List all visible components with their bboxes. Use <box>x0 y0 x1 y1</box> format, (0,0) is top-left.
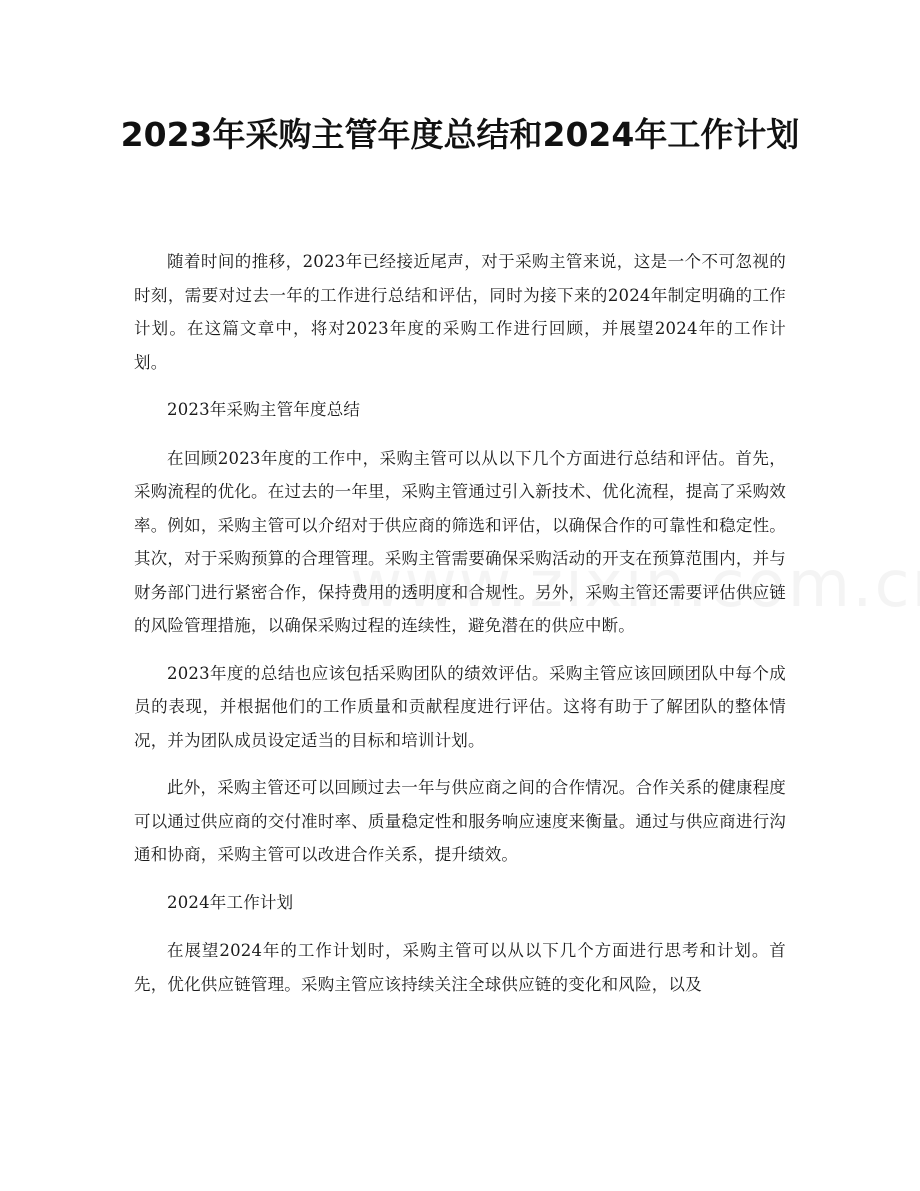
paragraph-plan: 在展望2024年的工作计划时，采购主管可以从以下几个方面进行思考和计划。首先，优化供应链管理。采购主管应该持续关注全球供应链的变化和风险，以及 <box>134 941 786 994</box>
document-title: 2023年采购主管年度总结和2024年工作计划 <box>120 115 800 154</box>
paragraph-intro: 随着时间的推移，2023年已经接近尾声，对于采购主管来说，这是一个不可忽视的时刻，需要对过去一年的工作进行总结和评估，同时为接下来的2024年制定明确的工作计划。在这篇文章中，将对2023年度的采购工作进行回顾，并展望2024年的工作计划。 <box>134 252 786 372</box>
paragraph-summary-team: 2023年度的总结也应该包括采购团队的绩效评估。采购主管应该回顾团队中每个成员的表现，并根据他们的工作质量和贡献程度进行评估。这将有助于了解团队的整体情况，并为团队成员设定适当的目标和培训计划。 <box>134 663 786 750</box>
paragraph-summary-process: 在回顾2023年度的工作中，采购主管可以从以下几个方面进行总结和评估。首先，采购流程的优化。在过去的一年里，采购主管通过引入新技术、优化流程，提高了采购效率。例如，采购主管可以介绍对于供应商的筛选和评估，以确保合作的可靠性和稳定性。其次，对于采购预算的合理管理。采购主管需要确保采购活动的开支在预算范围内，并与财务部门进行紧密合作，保持费用的透明度和合规性。另外，采购主管还需要评估供应链的风险管理措施，以确保采购过程的连续性，避免潜在的供应中断。 <box>134 448 786 635</box>
document-body <box>134 245 786 1015</box>
section-heading-plan: 2024年工作计划 <box>167 892 294 912</box>
paragraph-summary-suppliers: 此外，采购主管还可以回顾过去一年与供应商之间的合作情况。合作关系的健康程度可以通过供应商的交付准时率、质量稳定性和服务响应速度来衡量。通过与供应商进行沟通和协商，采购主管可以改进合作关系，提升绩效。 <box>134 778 786 864</box>
section-heading-summary: 2023年采购主管年度总结 <box>167 400 361 419</box>
